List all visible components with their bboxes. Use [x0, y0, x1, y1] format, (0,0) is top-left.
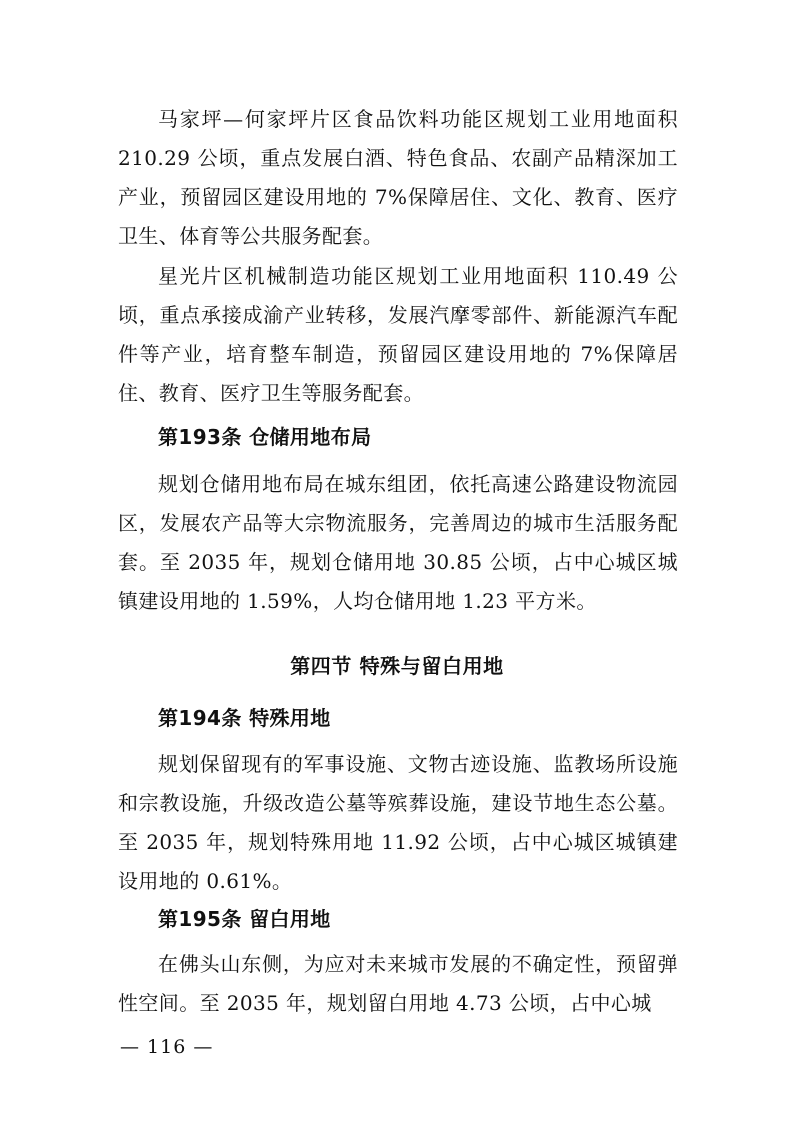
paragraph-special-land: 规划保留现有的军事设施、文物古迹设施、监教场所设施和宗教设施，升级改造公墓等殡葬设施，建设节地生态公墓。至 2035 年，规划特殊用地 11.92 公顷，占中心城区城镇建设用地的 0.61%。	[118, 752, 678, 893]
page-number: — 116 —	[120, 1036, 214, 1058]
paragraph-storage-land: 规划仓储用地布局在城东组团，依托高速公路建设物流园区，发展农产品等大宗物流服务，完善周边的城市生活服务配套。至 2035 年，规划仓储用地 30.85 公顷，占中心城区城镇建设用地的 1.59%，人均仓储用地 1.23 平方米。	[118, 472, 678, 613]
article-193-heading: 第193条 仓储用地布局	[158, 425, 372, 449]
paragraph-food-beverage-zone: 马家坪—何家坪片区食品饮料功能区规划工业用地面积 210.29 公顷，重点发展白酒、特色食品、农副产品精深加工产业，预留园区建设用地的 7%保障居住、文化、教育、医疗卫生、体育等公共服务配套。	[118, 107, 678, 248]
section-4-title: 第四节 特殊与留白用地	[290, 654, 504, 678]
article-195-heading: 第195条 留白用地	[158, 907, 331, 931]
paragraph-reserved-land: 在佛头山东侧，为应对未来城市发展的不确定性，预留弹性空间。至 2035 年，规划留白用地 4.73 公顷，占中心城	[118, 952, 678, 1015]
paragraph-machinery-zone: 星光片区机械制造功能区规划工业用地面积 110.49 公顷，重点承接成渝产业转移，发展汽摩零部件、新能源汽车配件等产业，培育整车制造，预留园区建设用地的 7%保障居住、教育、医疗卫生等服务配套。	[118, 264, 678, 405]
article-194-heading: 第194条 特殊用地	[158, 706, 331, 730]
